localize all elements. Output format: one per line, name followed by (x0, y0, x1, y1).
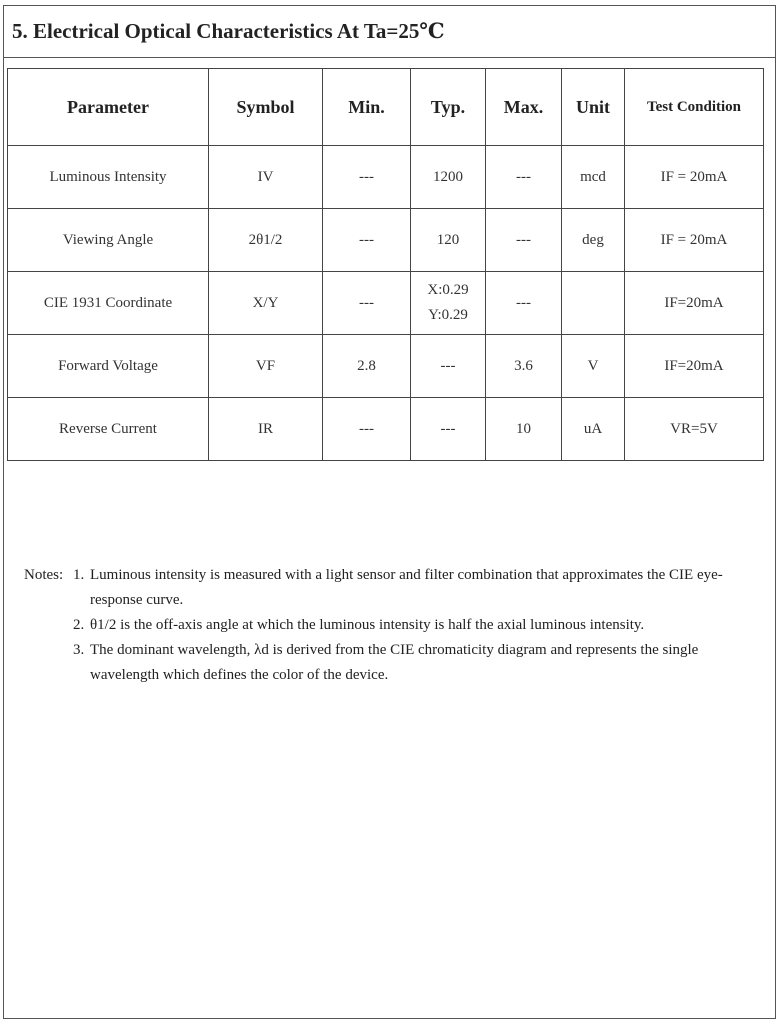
note-number: 3. (73, 642, 85, 658)
cell-min: --- (323, 272, 411, 335)
cell-symbol: X/Y (209, 272, 323, 335)
cell-unit: uA (562, 398, 625, 461)
cell-typ: --- (411, 335, 486, 398)
cell-symbol: IV (209, 146, 323, 209)
section-title: 5. Electrical Optical Characteristics At Ta=25℃ (12, 19, 445, 43)
cell-max: --- (486, 146, 562, 209)
cell-test-condition: IF = 20mA (625, 146, 764, 209)
cell-unit (562, 272, 625, 335)
cell-typ: 1200 (411, 146, 486, 209)
cell-typ: 120 (411, 209, 486, 272)
note-text: Luminous intensity is measured with a light sensor and filter combination that approximates the CIE eye-response curve. (90, 567, 723, 608)
cell-symbol: IR (209, 398, 323, 461)
cell-typ-y: Y:0.29 (428, 307, 468, 323)
cell-test-condition: IF=20mA (625, 272, 764, 335)
header-unit: Unit (562, 69, 625, 146)
cell-min: --- (323, 398, 411, 461)
header-test-condition: Test Condition (625, 69, 764, 146)
note-item (24, 638, 759, 688)
cell-parameter: Viewing Angle (8, 209, 209, 272)
header-max: Max. (486, 69, 562, 146)
table-row (8, 272, 764, 335)
note-number: 2. (73, 617, 85, 633)
cell-typ: --- (411, 398, 486, 461)
cell-min: --- (323, 209, 411, 272)
characteristics-table (7, 68, 764, 461)
cell-parameter: CIE 1931 Coordinate (8, 272, 209, 335)
cell-max: --- (486, 209, 562, 272)
cell-max: 3.6 (486, 335, 562, 398)
cell-unit: deg (562, 209, 625, 272)
cell-unit: mcd (562, 146, 625, 209)
notes-section (24, 563, 759, 688)
cell-max: 10 (486, 398, 562, 461)
table-row (8, 146, 764, 209)
cell-symbol: VF (209, 335, 323, 398)
header-parameter: Parameter (8, 69, 209, 146)
title-bar (4, 6, 775, 58)
cell-min: --- (323, 146, 411, 209)
note-text: θ1/2 is the off-axis angle at which the luminous intensity is half the axial luminous intensity. (90, 617, 645, 633)
note-number: 1. (73, 567, 85, 583)
table-header-row (8, 69, 764, 146)
cell-typ (411, 272, 486, 335)
cell-test-condition: VR=5V (625, 398, 764, 461)
cell-symbol: 2θ1/2 (209, 209, 323, 272)
table-row (8, 209, 764, 272)
cell-parameter: Forward Voltage (8, 335, 209, 398)
notes-label: Notes: (24, 567, 64, 583)
header-min: Min. (323, 69, 411, 146)
cell-min: 2.8 (323, 335, 411, 398)
note-item (24, 613, 759, 638)
header-symbol: Symbol (209, 69, 323, 146)
cell-max: --- (486, 272, 562, 335)
cell-typ-x: X:0.29 (427, 282, 469, 298)
cell-parameter: Reverse Current (8, 398, 209, 461)
note-item (24, 563, 759, 613)
cell-parameter: Luminous Intensity (8, 146, 209, 209)
header-typ: Typ. (411, 69, 486, 146)
cell-unit: V (562, 335, 625, 398)
cell-test-condition: IF = 20mA (625, 209, 764, 272)
table-row (8, 335, 764, 398)
cell-test-condition: IF=20mA (625, 335, 764, 398)
table-row (8, 398, 764, 461)
note-text: The dominant wavelength, λd is derived from the CIE chromaticity diagram and represents the single wavelength which defines the color of the device. (90, 642, 699, 683)
